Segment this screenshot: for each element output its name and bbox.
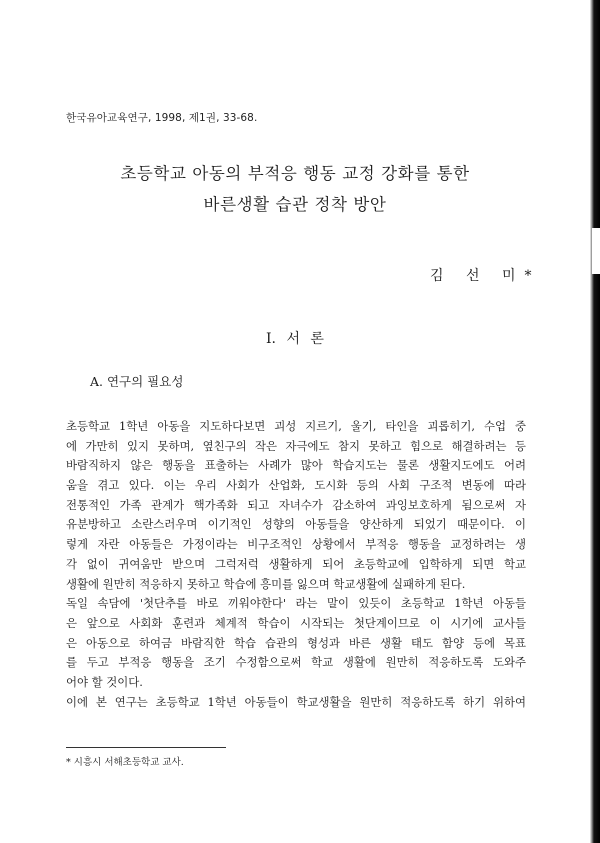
body-line: 움을 겪고 있다. 이는 우리 사회가 산업화, 도시화 등의 사회 구조적 변동에 따라: [66, 478, 526, 493]
body-text: [66, 417, 526, 712]
footnote-divider: [66, 747, 226, 748]
scan-page-edge: [590, 0, 600, 843]
body-line: 전통적인 가족 관계가 핵가족화 되고 자녀수가 감소하여 과잉보호하게 됨으로써 자: [66, 497, 526, 512]
body-line: 를 두고 부적응 행동을 조기 수정함으로써 학교 생활에 원만히 적응하도록 도와주: [66, 655, 526, 670]
section-heading: I. 서 론: [266, 331, 324, 347]
body-line: 이에 본 연구는 초등학교 1학년 아동들이 학교생활을 원만히 적응하도록 하기 위하여: [66, 694, 526, 709]
body-line: 은 아동으로 하여금 바람직한 학습 습관의 형성과 바른 생활 태도 함양 등에 목표: [66, 635, 526, 650]
journal-citation: 한국유아교육연구, 1998, 제1권, 33-68.: [66, 112, 258, 124]
scan-edge-gap: [592, 228, 600, 274]
body-line: 독일 속담에 '첫단추를 바로 끼워야한다' 라는 말이 있듯이 초등학교 1학년 아동들: [66, 596, 526, 611]
author-affiliation-footnote: * 시흥시 서해초등학교 교사.: [66, 757, 184, 768]
body-line: 유분방하고 소란스러우며 이기적인 성향의 아동들을 양산하게 되었기 때문이다. 이: [66, 517, 526, 532]
body-line: 어야 할 것이다.: [66, 674, 143, 689]
author-name: 김 선 미*: [430, 268, 541, 284]
body-line: 초등학교 1학년 아동을 지도하다보면 괴성 지르기, 울기, 타인을 괴롭히기, 수업 중: [66, 419, 526, 433]
body-line: 에 가만히 있지 못하며, 옆친구의 작은 자극에도 참지 못하고 힘으로 해결하려는 등: [66, 438, 526, 453]
body-line: 은 앞으로 사회화 훈련과 체계적 학습이 시작되는 첫단계이므로 이 시기에 교사들: [66, 615, 526, 630]
subsection-heading: A. 연구의 필요성: [90, 374, 184, 389]
paper-title-line-1: 초등학교 아동의 부적응 행동 교정 강화를 통한: [120, 164, 470, 183]
paper-title-line-2: 바른생활 습관 정착 방안: [203, 195, 387, 214]
body-line: 바람직하지 않은 행동을 표출하는 사례가 많아 학습지도는 물론 생활지도에도 어려: [66, 458, 526, 473]
body-line: 생활에 원만히 적응하지 못하고 학습에 흥미를 잃으며 학교생활에 실패하게 된다.: [66, 576, 466, 591]
body-line: 렇게 자란 아동들은 가정이라는 비구조적인 상황에서 부적응 행동을 교정하려는 생: [66, 537, 526, 552]
body-line: 각 없이 귀여움만 받으며 그럭저럭 생활하게 되어 초등학교에 입학하게 되면 학교: [66, 556, 526, 571]
